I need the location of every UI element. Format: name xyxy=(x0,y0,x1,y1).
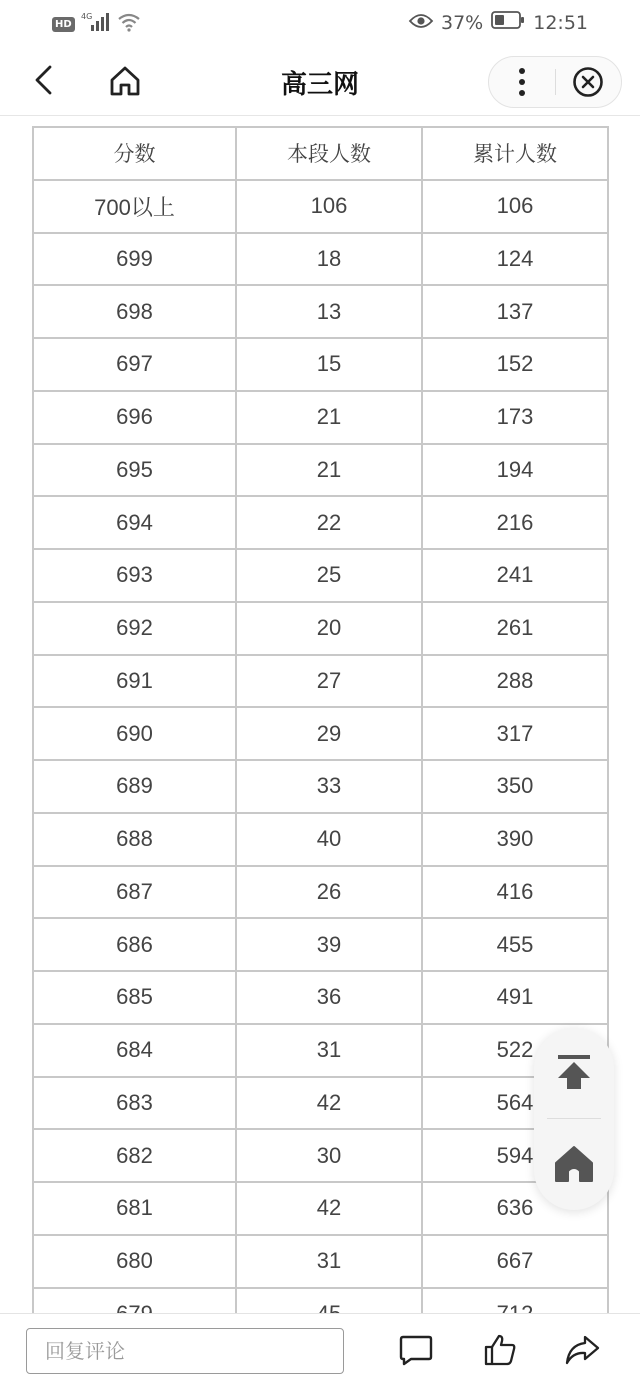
cell-cumulative-count: 106 xyxy=(422,180,608,233)
clock: 12:51 xyxy=(533,12,588,34)
share-icon xyxy=(564,1334,600,1366)
wifi-icon xyxy=(117,12,141,36)
more-vertical-icon xyxy=(518,67,526,97)
cell-score: 682 xyxy=(33,1129,236,1182)
table-row xyxy=(33,1182,608,1235)
score-table xyxy=(32,126,609,1341)
cell-cumulative-count: 137 xyxy=(422,285,608,338)
cell-segment-count: 30 xyxy=(236,1129,422,1182)
cell-score: 695 xyxy=(33,444,236,497)
cell-cumulative-count: 522 xyxy=(422,1024,608,1077)
network-type: 4G xyxy=(80,12,92,21)
cell-segment-count: 36 xyxy=(236,971,422,1024)
battery-percent: 37% xyxy=(441,12,484,34)
table-row xyxy=(33,866,608,919)
table-row xyxy=(33,549,608,602)
cell-score: 698 xyxy=(33,285,236,338)
cell-score: 689 xyxy=(33,760,236,813)
comment-input[interactable]: 回复评论 xyxy=(26,1328,344,1374)
table-row xyxy=(33,496,608,549)
cell-cumulative-count: 636 xyxy=(422,1182,608,1235)
cell-cumulative-count: 667 xyxy=(422,1235,608,1288)
table-row xyxy=(33,391,608,444)
mini-program-capsule xyxy=(488,56,622,108)
status-bar xyxy=(0,0,640,46)
table-row xyxy=(33,971,608,1024)
table-row xyxy=(33,918,608,971)
table-row xyxy=(33,1235,608,1288)
table-row xyxy=(33,338,608,391)
status-right xyxy=(409,11,588,35)
cell-score: 691 xyxy=(33,655,236,708)
table-row xyxy=(33,1129,608,1182)
cell-cumulative-count: 350 xyxy=(422,760,608,813)
cell-segment-count: 21 xyxy=(236,444,422,497)
cell-score: 694 xyxy=(33,496,236,549)
cell-score: 692 xyxy=(33,602,236,655)
comment-icon xyxy=(399,1334,433,1366)
cell-segment-count: 42 xyxy=(236,1077,422,1130)
cell-cumulative-count: 216 xyxy=(422,496,608,549)
cell-segment-count: 31 xyxy=(236,1235,422,1288)
table-row xyxy=(33,1024,608,1077)
header-score: 分数 xyxy=(33,127,236,180)
home-icon xyxy=(554,1145,594,1183)
cellular-signal-icon xyxy=(81,11,111,37)
cell-score: 685 xyxy=(33,971,236,1024)
cell-segment-count: 15 xyxy=(236,338,422,391)
cell-score: 690 xyxy=(33,707,236,760)
back-button[interactable] xyxy=(26,62,62,98)
cell-cumulative-count: 124 xyxy=(422,233,608,286)
cell-segment-count: 20 xyxy=(236,602,422,655)
battery-icon xyxy=(491,11,525,35)
cell-cumulative-count: 455 xyxy=(422,918,608,971)
table-row xyxy=(33,760,608,813)
share-button[interactable] xyxy=(562,1330,602,1370)
table-row xyxy=(33,233,608,286)
cell-segment-count: 33 xyxy=(236,760,422,813)
cell-segment-count: 21 xyxy=(236,391,422,444)
cell-cumulative-count: 261 xyxy=(422,602,608,655)
top-nav-bar xyxy=(0,46,640,116)
table-row xyxy=(33,602,608,655)
more-button[interactable] xyxy=(489,57,555,107)
cell-segment-count: 26 xyxy=(236,866,422,919)
table-row xyxy=(33,180,608,233)
cell-cumulative-count: 194 xyxy=(422,444,608,497)
cell-segment-count: 25 xyxy=(236,549,422,602)
table-row xyxy=(33,813,608,866)
bottom-action-bar xyxy=(0,1313,640,1387)
cell-cumulative-count: 416 xyxy=(422,866,608,919)
cell-score: 699 xyxy=(33,233,236,286)
cell-cumulative-count: 594 xyxy=(422,1129,608,1182)
cell-cumulative-count: 564 xyxy=(422,1077,608,1130)
cell-segment-count: 18 xyxy=(236,233,422,286)
score-table-container xyxy=(32,126,608,1313)
cell-segment-count: 106 xyxy=(236,180,422,233)
cell-score: 681 xyxy=(33,1182,236,1235)
header-segment-count: 本段人数 xyxy=(236,127,422,180)
table-row xyxy=(33,655,608,708)
cell-score: 697 xyxy=(33,338,236,391)
float-home-button[interactable] xyxy=(534,1119,614,1209)
table-row xyxy=(33,444,608,497)
cell-score: 700以上 xyxy=(33,180,236,233)
header-cumulative-count: 累计人数 xyxy=(422,127,608,180)
cell-segment-count: 22 xyxy=(236,496,422,549)
page-title: 高三网 xyxy=(280,70,359,100)
like-button[interactable] xyxy=(480,1330,520,1370)
back-to-top-icon xyxy=(556,1053,592,1093)
cell-score: 696 xyxy=(33,391,236,444)
thumbs-up-icon xyxy=(483,1333,517,1367)
cell-score: 693 xyxy=(33,549,236,602)
cell-score: 684 xyxy=(33,1024,236,1077)
cell-segment-count: 31 xyxy=(236,1024,422,1077)
eye-icon xyxy=(409,11,433,35)
chevron-left-icon xyxy=(32,64,56,96)
back-to-top-button[interactable] xyxy=(534,1028,614,1118)
cell-segment-count: 13 xyxy=(236,285,422,338)
cell-score: 683 xyxy=(33,1077,236,1130)
cell-cumulative-count: 317 xyxy=(422,707,608,760)
cell-cumulative-count: 241 xyxy=(422,549,608,602)
cell-segment-count: 29 xyxy=(236,707,422,760)
hd-badge: HD xyxy=(52,17,75,32)
cell-score: 680 xyxy=(33,1235,236,1288)
floating-action-panel xyxy=(534,1028,614,1210)
cell-segment-count: 39 xyxy=(236,918,422,971)
close-circle-icon xyxy=(572,66,604,98)
close-button[interactable] xyxy=(556,57,622,107)
cell-score: 688 xyxy=(33,813,236,866)
home-icon xyxy=(108,65,142,97)
cell-cumulative-count: 390 xyxy=(422,813,608,866)
comment-button[interactable] xyxy=(396,1330,436,1370)
cell-segment-count: 27 xyxy=(236,655,422,708)
status-left xyxy=(52,11,141,37)
table-row xyxy=(33,707,608,760)
cell-score: 687 xyxy=(33,866,236,919)
cell-cumulative-count: 173 xyxy=(422,391,608,444)
cell-cumulative-count: 152 xyxy=(422,338,608,391)
cell-cumulative-count: 491 xyxy=(422,971,608,1024)
table-row xyxy=(33,1077,608,1130)
cell-cumulative-count: 288 xyxy=(422,655,608,708)
table-header-row xyxy=(33,127,608,180)
table-row xyxy=(33,285,608,338)
cell-segment-count: 40 xyxy=(236,813,422,866)
cell-score: 686 xyxy=(33,918,236,971)
table-body xyxy=(33,180,608,1341)
home-button[interactable] xyxy=(106,62,144,100)
cell-segment-count: 42 xyxy=(236,1182,422,1235)
